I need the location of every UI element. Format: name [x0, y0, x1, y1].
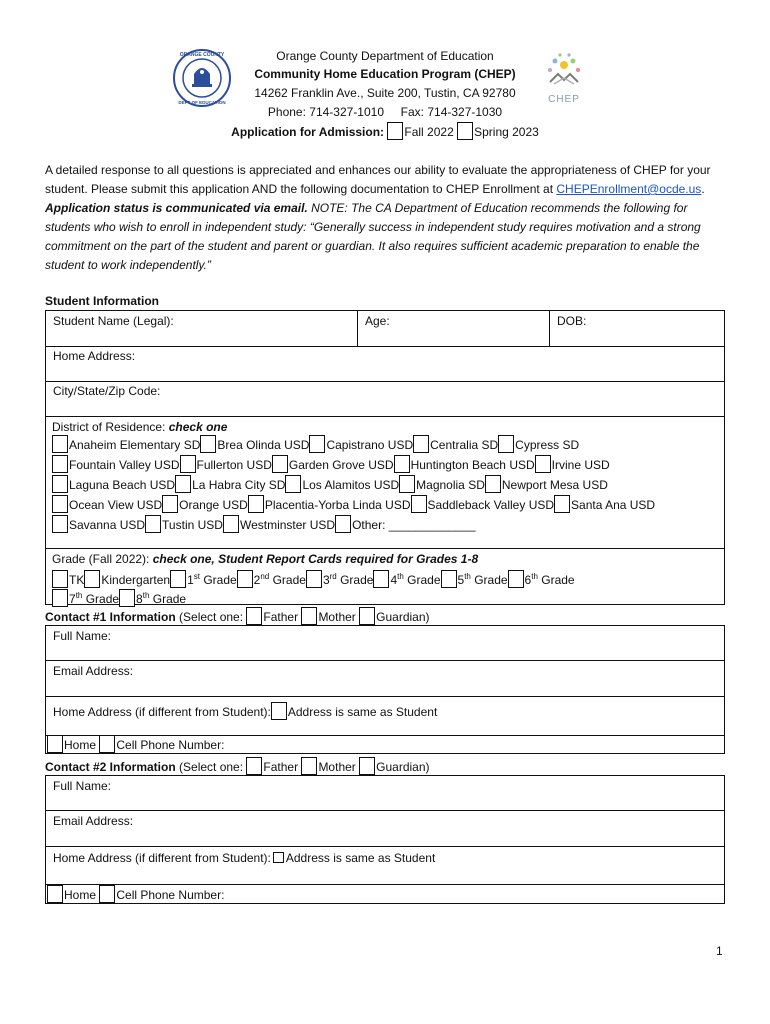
- grade-options-row-2: [52, 586, 186, 609]
- grade-number: 4: [390, 573, 398, 587]
- grade-option-label: [187, 573, 237, 587]
- contact1-select-label: (Select one:: [175, 610, 244, 624]
- grade-number: 2: [253, 573, 261, 587]
- grade-option-label: [525, 573, 575, 587]
- intro-sep: .: [701, 182, 705, 196]
- grade-option-label: Kindergarten: [101, 573, 171, 587]
- org-name: Orange County Department of Education: [276, 49, 494, 63]
- district-option-label: Laguna Beach USD: [69, 478, 176, 492]
- contact2-full-name-field[interactable]: [46, 776, 118, 796]
- grade-checkbox[interactable]: [441, 570, 457, 588]
- district-checkbox[interactable]: [248, 495, 264, 513]
- grade-checkbox[interactable]: [119, 589, 135, 607]
- district-checkbox[interactable]: [52, 495, 68, 513]
- student-city-label: City/State/Zip Code:: [53, 384, 161, 398]
- contact2-home-phone-checkbox[interactable]: [47, 885, 63, 903]
- district-option-label: Newport Mesa USD: [501, 478, 608, 492]
- contact2-cell-phone-label: Cell Phone Number:: [116, 888, 225, 902]
- contact2-guardian-checkbox[interactable]: [359, 757, 375, 775]
- term-fall-label: Fall 2022: [404, 125, 454, 139]
- district-option-label: Capistrano USD: [326, 438, 414, 452]
- district-option-label: Garden Grove USD: [288, 458, 394, 472]
- district-option-label: Centralia SD: [430, 438, 499, 452]
- district-checkbox[interactable]: [52, 515, 68, 533]
- grade-word: Grade: [336, 573, 374, 587]
- grade-number: 6: [524, 573, 532, 587]
- contact1-full-name-field[interactable]: [46, 626, 118, 646]
- district-option-label: Irvine USD: [551, 458, 610, 472]
- contact1-guardian-checkbox[interactable]: [359, 607, 375, 625]
- application-term-row: [0, 122, 770, 141]
- contact1-home-address-field[interactable]: [46, 699, 444, 723]
- student-city-field[interactable]: [46, 381, 167, 401]
- contact2-home-address-label: Home Address (if different from Student):: [53, 851, 271, 865]
- district-option-label: Huntington Beach USD: [410, 458, 535, 472]
- district-checkbox[interactable]: [52, 475, 68, 493]
- intro-paragraph: [45, 161, 735, 275]
- contact2-same-address-checkbox[interactable]: [273, 852, 284, 863]
- contact2-same-address-label: Address is same as Student: [285, 851, 436, 865]
- grade-word: Grade: [149, 592, 187, 606]
- student-home-address-label: Home Address:: [53, 349, 136, 363]
- district-option-label: La Habra City SD: [192, 478, 286, 492]
- district-option-label: Other: _____________: [352, 518, 476, 532]
- district-checkbox[interactable]: [145, 515, 161, 533]
- page-number: 1: [716, 944, 723, 958]
- district-row: [52, 515, 476, 535]
- contact2-mother-checkbox[interactable]: [301, 757, 317, 775]
- district-option-label: Brea Olinda USD: [217, 438, 310, 452]
- district-checkbox[interactable]: [411, 495, 427, 513]
- student-home-address-field[interactable]: [46, 346, 142, 366]
- contact2-select-label: (Select one:: [175, 760, 244, 774]
- grade-checkbox[interactable]: [52, 589, 68, 607]
- intro-text: A detailed response to all questions is appreciated and enhances our ability to evaluate the appropriateness of CHEP for your student. Please submit this application AND the following documentation to CHEP Enrollment at: [45, 163, 711, 196]
- grade-suffix: th: [142, 591, 150, 600]
- district-option-label: Saddleback Valley USD: [427, 498, 555, 512]
- grade-suffix: th: [464, 572, 471, 581]
- grade-suffix: th: [531, 572, 538, 581]
- contact1-same-address-label: Address is same as Student: [287, 705, 438, 719]
- grade-word: Grade: [470, 573, 508, 587]
- contact1-header: [45, 607, 430, 626]
- org-phone-fax: Phone: 714-327-1010 Fax: 714-327-1030: [267, 105, 503, 119]
- contact1-email-label: Email Address:: [53, 664, 134, 678]
- contact2-phone-row: [47, 885, 224, 905]
- district-checkbox[interactable]: [52, 435, 68, 453]
- term-fall-checkbox[interactable]: [387, 122, 403, 140]
- grade-option-label: [390, 573, 440, 587]
- svg-text:ORANGE COUNTY: ORANGE COUNTY: [179, 52, 225, 58]
- grade-checkbox[interactable]: [237, 570, 253, 588]
- student-age-field[interactable]: [358, 311, 397, 331]
- district-option-label: Los Alamitos USD: [302, 478, 400, 492]
- district-checkbox[interactable]: [285, 475, 301, 493]
- grade-suffix: th: [75, 591, 83, 600]
- grade-suffix: nd: [260, 572, 270, 581]
- district-option-label: Tustin USD: [162, 518, 223, 532]
- district-checkbox[interactable]: [485, 475, 501, 493]
- contact1-email-field[interactable]: [46, 661, 140, 681]
- student-name-label: Student Name (Legal):: [53, 314, 174, 328]
- term-spring-checkbox[interactable]: [457, 122, 473, 140]
- grade-option-label: [136, 592, 186, 606]
- district-label: District of Residence:: [52, 420, 169, 434]
- contact1-home-phone-checkbox[interactable]: [47, 735, 63, 753]
- district-option-label: Fullerton USD: [196, 458, 272, 472]
- grade-word: Grade: [403, 573, 441, 587]
- district-checkbox[interactable]: [223, 515, 239, 533]
- district-checkbox[interactable]: [535, 455, 551, 473]
- contact2-mother-label: Mother: [318, 760, 356, 774]
- district-option-label: Magnolia SD: [416, 478, 485, 492]
- district-checkbox[interactable]: [498, 435, 514, 453]
- district-checkbox[interactable]: [413, 435, 429, 453]
- grade-checkbox[interactable]: [373, 570, 389, 588]
- district-checkbox[interactable]: [335, 515, 351, 533]
- grade-checkbox[interactable]: [306, 570, 322, 588]
- district-row: [52, 495, 655, 515]
- district-checkbox[interactable]: [399, 475, 415, 493]
- grade-number: 7: [69, 592, 76, 606]
- contact2-full-name-label: Full Name:: [53, 779, 112, 793]
- contact2-header: [45, 757, 430, 776]
- grade-checkbox[interactable]: [508, 570, 524, 588]
- grade-hint: check one, Student Report Cards required for Grades 1-8: [152, 552, 479, 566]
- grade-number: 3: [322, 573, 330, 587]
- contact1-guardian-label: Guardian): [376, 610, 430, 624]
- application-label: Application for Admission:: [231, 125, 385, 139]
- student-dob-field[interactable]: [550, 311, 593, 331]
- grade-number: 1: [187, 573, 194, 587]
- grade-suffix: st: [193, 572, 200, 581]
- district-option-label: Placentia-Yorba Linda USD: [264, 498, 411, 512]
- grade-number: 5: [457, 573, 465, 587]
- district-checkbox[interactable]: [52, 455, 68, 473]
- grade-option-label: [458, 573, 508, 587]
- district-checkbox[interactable]: [394, 455, 410, 473]
- district-row: [52, 475, 608, 495]
- contact2-home-phone-label: Home: [64, 888, 97, 902]
- contact2-guardian-label: Guardian): [376, 760, 430, 774]
- contact2-cell-phone-checkbox[interactable]: [99, 885, 115, 903]
- district-option-label: Ocean View USD: [69, 498, 163, 512]
- org-address: 14262 Franklin Ave., Suite 200, Tustin, CA 92780: [254, 86, 516, 100]
- grade-word: Grade: [82, 592, 120, 606]
- contact1-title: Contact #1 Information: [45, 610, 176, 624]
- district-checkbox[interactable]: [180, 455, 196, 473]
- contact1-mother-label: Mother: [318, 610, 356, 624]
- district-row: [52, 435, 579, 455]
- grade-word: Grade: [537, 573, 575, 587]
- enrollment-email-link[interactable]: CHEPEnrollment@ocde.us: [556, 182, 702, 196]
- district-checkbox[interactable]: [175, 475, 191, 493]
- contact1-home-address-label: Home Address (if different from Student):: [53, 705, 271, 719]
- grade-word: Grade: [269, 573, 306, 587]
- cde-note: NOTE: The CA Department of Education recommends the following for students who wish to enroll in independent study: “Generally success in independent study requires motivation and a strong commitment on the part of the student and parent or guardian. It also requires sufficient academic preparation to enable the student to work independently.”: [45, 201, 701, 272]
- contact2-email-field[interactable]: [46, 811, 140, 831]
- district-checkbox[interactable]: [200, 435, 216, 453]
- grade-suffix: rd: [329, 572, 337, 581]
- contact1-father-checkbox[interactable]: [246, 607, 262, 625]
- contact1-cell-phone-label: Cell Phone Number:: [116, 738, 225, 752]
- svg-text:DEPT OF EDUCATION: DEPT OF EDUCATION: [178, 100, 226, 105]
- district-option-label: Orange USD: [179, 498, 248, 512]
- grade-suffix: th: [397, 572, 404, 581]
- term-spring-label: Spring 2023: [474, 125, 539, 139]
- contact1-same-address-checkbox[interactable]: [271, 702, 287, 720]
- district-option-label: Anaheim Elementary SD: [69, 438, 201, 452]
- contact1-phone-row: [47, 735, 224, 755]
- district-hint: check one: [168, 420, 228, 434]
- grade-option-label: [323, 573, 374, 587]
- district-checkbox[interactable]: [309, 435, 325, 453]
- chep-logo-text: CHEP: [548, 94, 580, 105]
- grade-label-row: [52, 549, 478, 569]
- district-option-label: Westminster USD: [239, 518, 336, 532]
- district-option-label: Cypress SD: [515, 438, 580, 452]
- student-info-title: Student Information: [45, 294, 159, 308]
- grade-number: 8: [136, 592, 143, 606]
- district-option-label: Savanna USD: [69, 518, 146, 532]
- district-label-row: [52, 417, 227, 437]
- district-checkbox[interactable]: [554, 495, 570, 513]
- program-name: Community Home Education Program (CHEP): [254, 67, 516, 81]
- district-checkbox[interactable]: [272, 455, 288, 473]
- grade-option-label: [69, 592, 119, 606]
- contact1-cell-phone-checkbox[interactable]: [99, 735, 115, 753]
- contact2-title: Contact #2 Information: [45, 760, 176, 774]
- contact2-father-label: Father: [263, 760, 299, 774]
- contact1-full-name-label: Full Name:: [53, 629, 112, 643]
- district-option-label: Fountain Valley USD: [69, 458, 180, 472]
- contact2-email-label: Email Address:: [53, 814, 134, 828]
- student-name-field[interactable]: [46, 311, 181, 331]
- application-status-note: Application status is communicated via email.: [45, 201, 308, 215]
- contact2-home-address-field[interactable]: [46, 848, 442, 868]
- contact2-father-checkbox[interactable]: [246, 757, 262, 775]
- grade-word: Grade: [199, 573, 237, 587]
- contact1-home-phone-label: Home: [64, 738, 97, 752]
- student-dob-label: DOB:: [557, 314, 587, 328]
- grade-label: Grade (Fall 2022):: [52, 552, 153, 566]
- district-checkbox[interactable]: [162, 495, 178, 513]
- district-row: [52, 455, 610, 475]
- grade-option-label: [254, 573, 306, 587]
- contact1-mother-checkbox[interactable]: [301, 607, 317, 625]
- contact1-father-label: Father: [263, 610, 299, 624]
- grade-option-label: TK: [69, 573, 85, 587]
- student-age-label: Age:: [365, 314, 390, 328]
- district-option-label: Santa Ana USD: [571, 498, 656, 512]
